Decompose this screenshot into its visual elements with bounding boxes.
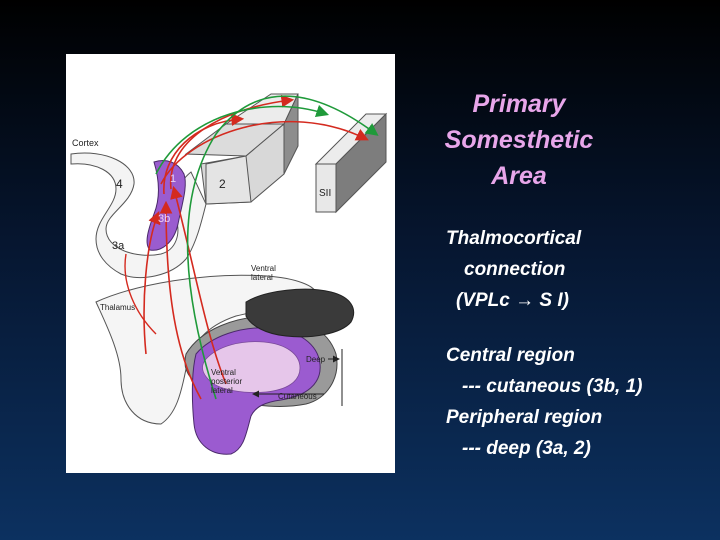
label-area-3b: 3b [158,213,171,225]
connection-line-3: (VPLc → S I) [456,290,569,311]
figure-panel [66,54,395,473]
label-cortex: Cortex [72,138,99,148]
connection-line-1: Thalmocortical [446,228,582,249]
label-area-1: 1 [170,173,177,185]
title-line-1: Primary [472,90,566,118]
regions-line-1: Central region [446,345,575,366]
cortex-fold [71,153,206,277]
label-area-3a: 3a [112,240,125,252]
label-area-4: 4 [116,177,123,191]
label-ventral-lateral-2: lateral [251,273,273,282]
right-arrow-icon: → [515,290,535,311]
label-sii: SII [319,188,332,199]
regions-line-4: --- deep (3a, 2) [462,438,591,459]
label-area-2: 2 [219,177,226,191]
slide-title [400,86,638,194]
somatosensory-diagram [66,54,395,473]
label-thalamus: Thalamus [100,303,136,312]
regions-line-3: Peripheral region [446,407,603,428]
label-ventral-lateral-1: Ventral [251,264,276,273]
label-cutaneous: Cutaneous [278,392,317,401]
connection-line-2: connection [464,259,566,280]
label-vpl-3: lateral [211,386,233,395]
connection-text-block [446,223,581,316]
label-vpl-1: Ventral [211,368,236,377]
label-deep: Deep [306,355,326,364]
regions-text-block [446,340,643,464]
title-line-2: Somesthetic [444,126,594,154]
area-2-box [206,156,251,204]
title-line-3: Area [491,162,547,190]
label-vpl-2: posterior [211,377,243,386]
regions-line-2: --- cutaneous (3b, 1) [462,376,643,397]
ventral-lateral-dark [246,289,354,337]
